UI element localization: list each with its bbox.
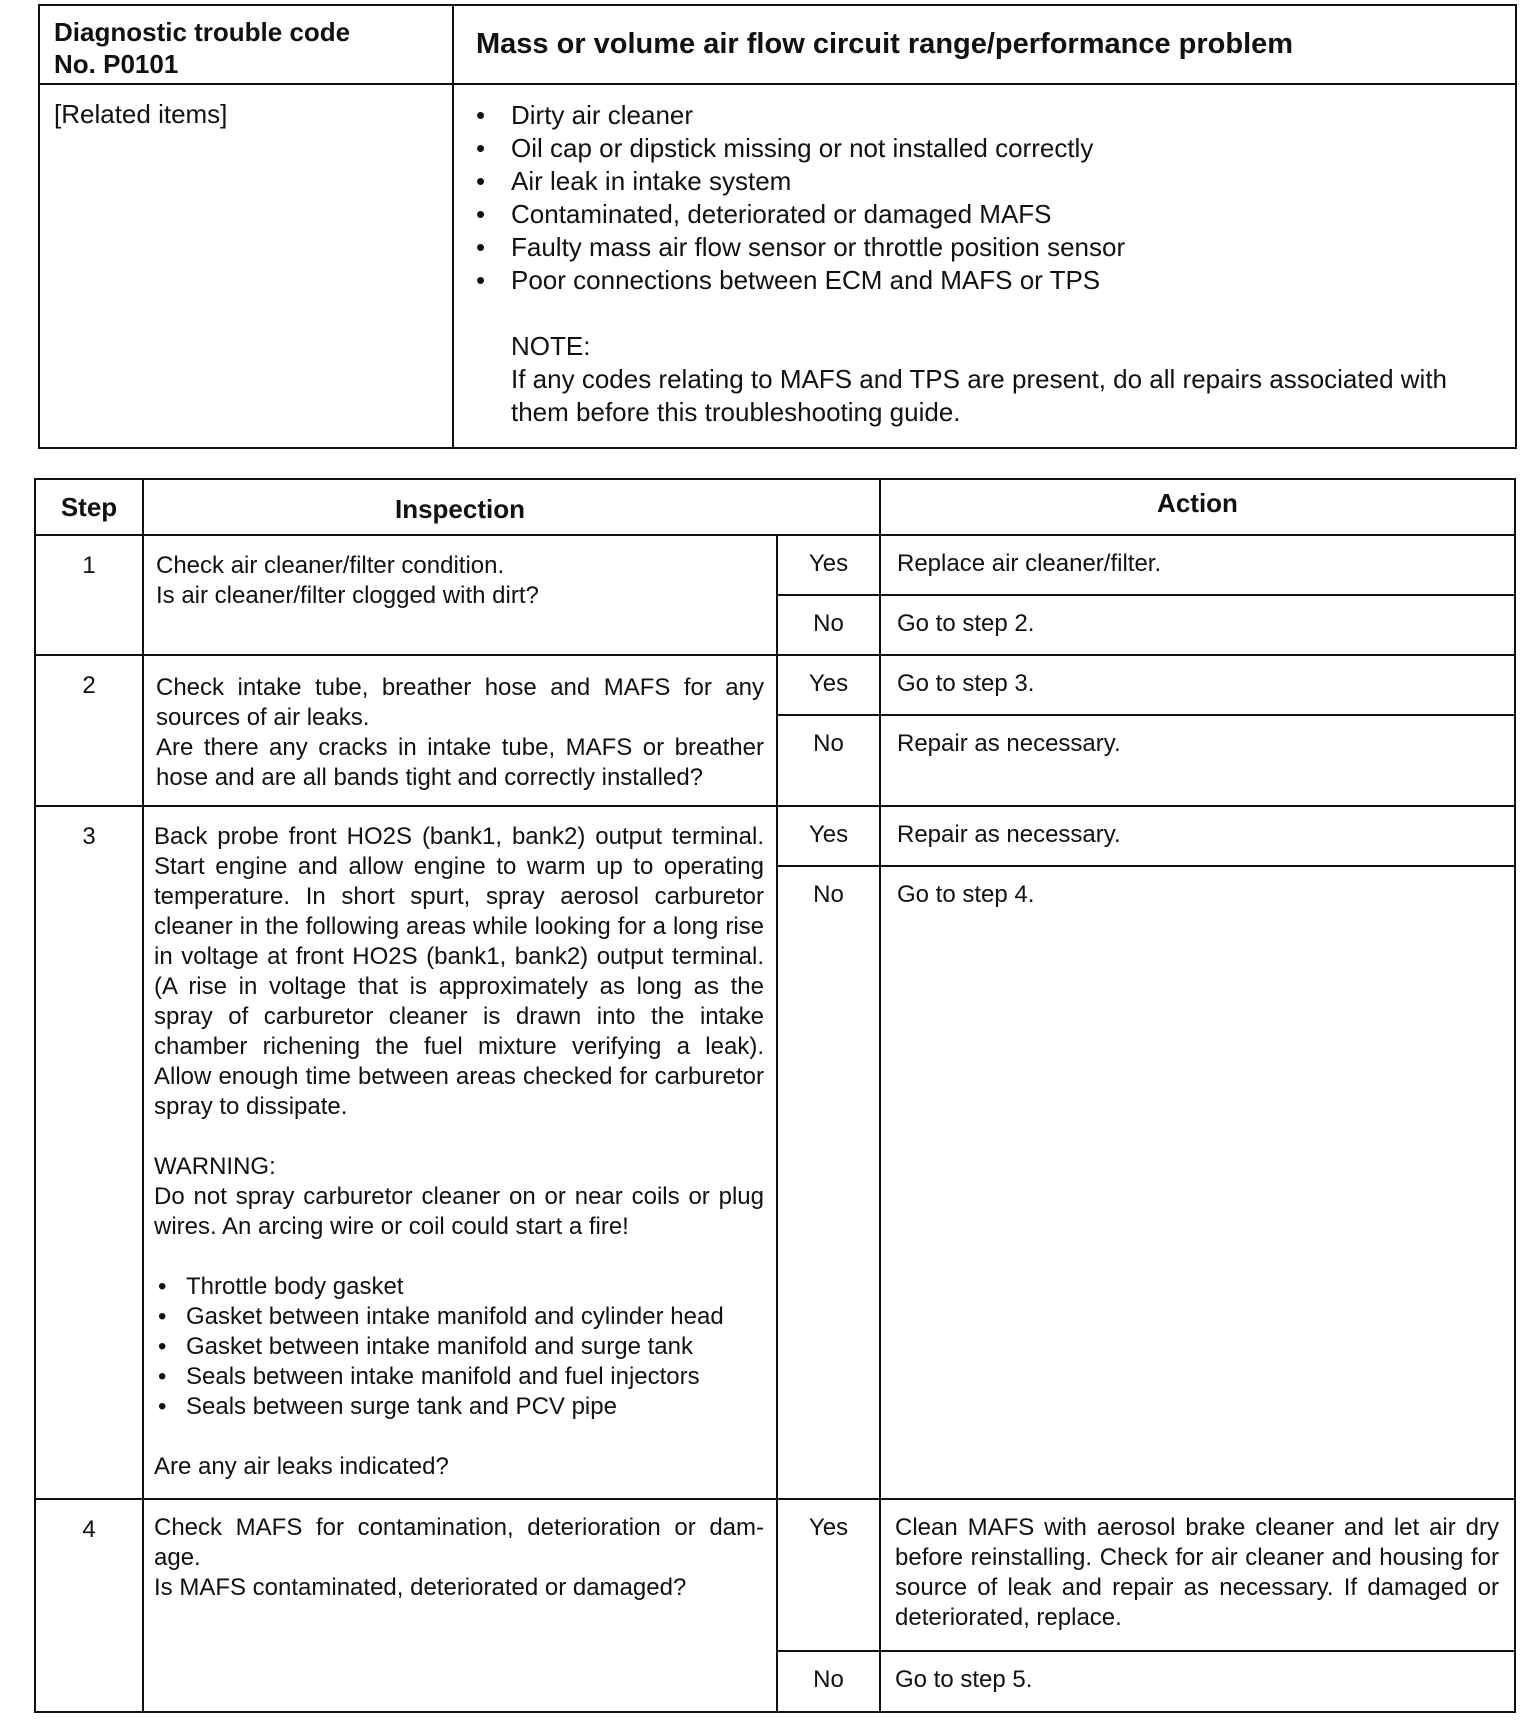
leak-check-area: • Gasket between intake manifold and surge tank: [154, 1332, 764, 1362]
step-inspection: Back probe front HO2S (bank1, bank2) output terminal. Start engine and allow engine to warm up to operating temperature. In short spurt, spray aerosol carburetor cleaner in the following areas while looking for a long rise in voltage at front HO2S (bank1, bank2) output terminal. (A rise in voltage that is approximately as long as the spray of carburetor cleaner is drawn into the intake chamber richening the fuel mixture verifying a leak). Allow enough time between areas checked for carburetor spray to dissipate.: [154, 823, 764, 1120]
troubleshooting-table: [34, 478, 1516, 1713]
no-action: Go to step 2.: [897, 610, 1035, 637]
related-item: • Air leak in intake system: [476, 165, 1493, 198]
related-item: • Poor connections between ECM and MAFS or TPS: [476, 264, 1493, 297]
dtc-code-number: No. P0101: [54, 49, 179, 79]
step-number: 3: [82, 823, 96, 850]
no-action: Go to step 4.: [897, 881, 1035, 908]
yes-action: Clean MAFS with aerosol brake cleaner and let air dry before reinstalling. Check for air cleaner and housing for source of leak and repair as necessary. If damaged or deteriorated, replace.: [895, 1514, 1499, 1631]
related-item: • Dirty air cleaner: [476, 99, 1493, 132]
step-number: 4: [82, 1516, 96, 1543]
divider: [142, 480, 144, 1711]
divider: [776, 1650, 1514, 1652]
divider: [776, 865, 1514, 867]
note-text: If any codes relating to MAFS and TPS are present, do all repairs associated with them before this troubleshooting guide.: [511, 364, 1447, 427]
yes-label: Yes: [808, 670, 849, 697]
yes-action: Replace air cleaner/filter.: [897, 550, 1162, 577]
related-items-list: [476, 99, 1493, 297]
related-items-label: [Related items]: [40, 85, 454, 447]
step-inspection: Check air cleaner/filter condition. Is air cleaner/filter clogged with dirt?: [156, 552, 539, 609]
header-action: Action: [1157, 488, 1238, 518]
no-label: No: [813, 881, 844, 908]
no-label: No: [813, 610, 844, 637]
leak-check-area: • Gasket between intake manifold and cylinder head: [154, 1302, 764, 1332]
divider: [36, 654, 1514, 656]
note-block: [476, 330, 1493, 429]
warning-text: Do not spray carburetor cleaner on or near coils or plug wires. An arcing wire or coil could start a fire!: [154, 1183, 764, 1240]
step-question: Are any air leaks indicated?: [154, 1453, 449, 1480]
step-inspection-cell: [154, 822, 764, 1482]
divider: [36, 1498, 1514, 1500]
divider: [879, 480, 881, 1711]
no-label: No: [813, 1666, 844, 1693]
no-action: Repair as necessary.: [897, 730, 1121, 757]
step-number: 2: [82, 672, 96, 699]
no-action: Go to step 5.: [895, 1666, 1033, 1693]
divider: [36, 805, 1514, 807]
yes-label: Yes: [808, 1514, 849, 1541]
yes-label: Yes: [808, 821, 849, 848]
related-item: • Oil cap or dipstick missing or not installed correctly: [476, 132, 1493, 165]
warning-label: WARNING:: [154, 1153, 276, 1180]
step-inspection: Check intake tube, breather hose and MAFS for any sources of air leaks. Are there any cracks in intake tube, MAFS or breather hose and are all bands tight and correctly installed?: [156, 674, 764, 791]
leak-check-area: • Seals between intake manifold and fuel injectors: [154, 1362, 764, 1392]
divider: [36, 534, 1514, 536]
step-inspection: Check MAFS for contamination, deterioration or dam-age. Is MAFS contaminated, deteriorated or damaged?: [154, 1514, 764, 1601]
dtc-info-table: [38, 4, 1517, 449]
no-label: No: [813, 730, 844, 757]
leak-check-area: • Throttle body gasket: [154, 1272, 764, 1302]
yes-action: Repair as necessary.: [897, 821, 1121, 848]
dtc-code-label: Diagnostic trouble code: [54, 17, 351, 47]
yes-action: Go to step 3.: [897, 670, 1035, 697]
divider: [776, 594, 1514, 596]
header-step: Step: [60, 492, 118, 522]
yes-label: Yes: [808, 550, 849, 577]
dtc-title: Mass or volume air flow circuit range/performance problem: [454, 6, 1515, 85]
related-items-cell: [454, 85, 1515, 447]
dtc-code-cell: [40, 6, 454, 85]
note-label: NOTE:: [511, 331, 591, 361]
header-inspection: Inspection: [394, 494, 525, 524]
divider: [776, 714, 1514, 716]
related-item: • Faulty mass air flow sensor or throttle position sensor: [476, 231, 1493, 264]
related-item: • Contaminated, deteriorated or damaged MAFS: [476, 198, 1493, 231]
leak-check-areas: [154, 1272, 764, 1422]
leak-check-area: • Seals between surge tank and PCV pipe: [154, 1392, 764, 1422]
step-number: 1: [82, 552, 96, 579]
